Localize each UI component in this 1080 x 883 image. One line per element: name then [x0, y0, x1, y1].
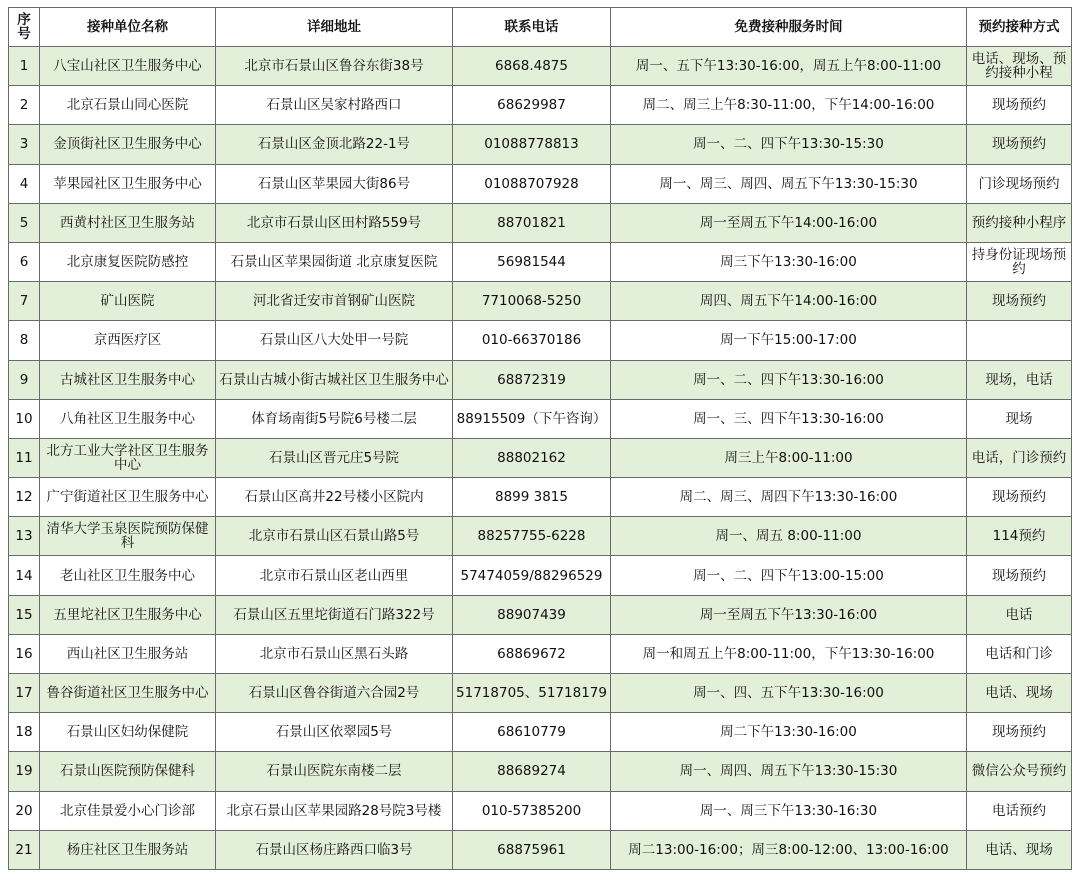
cell-booking-method: 电话预约 — [967, 791, 1072, 830]
cell-site-name: 五里坨社区卫生服务中心 — [40, 595, 216, 634]
cell-address: 北京市石景山区田村路559号 — [216, 203, 453, 242]
cell-serial: 2 — [9, 86, 40, 125]
table-row — [9, 752, 1072, 791]
cell-service-time: 周一至周五下午13:30-16:00 — [611, 595, 967, 634]
table-row — [9, 125, 1072, 164]
header-phone: 联系电话 — [453, 8, 611, 47]
cell-serial: 7 — [9, 282, 40, 321]
table-row — [9, 321, 1072, 360]
cell-phone: 01088707928 — [453, 164, 611, 203]
cell-serial: 1 — [9, 47, 40, 86]
header-service-time: 免费接种服务时间 — [611, 8, 967, 47]
cell-site-name: 八角社区卫生服务中心 — [40, 399, 216, 438]
table-row — [9, 595, 1072, 634]
cell-address: 石景山古城小街古城社区卫生服务中心 — [216, 360, 453, 399]
cell-address: 石景山区高井22号楼小区院内 — [216, 478, 453, 517]
cell-phone: 68610779 — [453, 713, 611, 752]
cell-service-time: 周一、周五 8:00-11:00 — [611, 517, 967, 556]
cell-site-name: 西黄村社区卫生服务站 — [40, 203, 216, 242]
table-row — [9, 438, 1072, 477]
cell-site-name: 石景山医院预防保健科 — [40, 752, 216, 791]
cell-phone: 68869672 — [453, 634, 611, 673]
cell-phone: 8899 3815 — [453, 478, 611, 517]
cell-serial: 19 — [9, 752, 40, 791]
table-row — [9, 203, 1072, 242]
cell-site-name: 苹果园社区卫生服务中心 — [40, 164, 216, 203]
cell-service-time: 周二13:00-16:00；周三8:00-12:00、13:00-16:00 — [611, 830, 967, 869]
table-row — [9, 517, 1072, 556]
cell-service-time: 周一、五下午13:30-16:00，周五上午8:00-11:00 — [611, 47, 967, 86]
cell-phone: 010-57385200 — [453, 791, 611, 830]
cell-serial: 8 — [9, 321, 40, 360]
cell-service-time: 周一、四、五下午13:30-16:00 — [611, 674, 967, 713]
cell-site-name: 广宁街道社区卫生服务中心 — [40, 478, 216, 517]
cell-serial: 10 — [9, 399, 40, 438]
cell-service-time: 周四、周五下午14:00-16:00 — [611, 282, 967, 321]
cell-address: 体育场南街5号院6号楼二层 — [216, 399, 453, 438]
cell-site-name: 北京佳景爱小心门诊部 — [40, 791, 216, 830]
cell-address: 石景山区依翠园5号 — [216, 713, 453, 752]
cell-site-name: 京西医疗区 — [40, 321, 216, 360]
cell-booking-method: 现场预约 — [967, 125, 1072, 164]
cell-phone: 7710068-5250 — [453, 282, 611, 321]
table-row — [9, 282, 1072, 321]
cell-site-name: 清华大学玉泉医院预防保健科 — [40, 517, 216, 556]
cell-phone: 56981544 — [453, 242, 611, 281]
cell-booking-method: 现场预约 — [967, 713, 1072, 752]
cell-address: 石景山区吴家村路西口 — [216, 86, 453, 125]
cell-site-name: 西山社区卫生服务站 — [40, 634, 216, 673]
cell-serial: 5 — [9, 203, 40, 242]
table-row — [9, 478, 1072, 517]
cell-booking-method: 持身份证现场预约 — [967, 242, 1072, 281]
cell-address: 石景山区杨庄路西口临3号 — [216, 830, 453, 869]
cell-phone: 57474059/88296529 — [453, 556, 611, 595]
cell-address: 石景山医院东南楼二层 — [216, 752, 453, 791]
cell-booking-method: 电话和门诊 — [967, 634, 1072, 673]
cell-booking-method: 微信公众号预约 — [967, 752, 1072, 791]
cell-phone: 68875961 — [453, 830, 611, 869]
cell-service-time: 周二、周三、周四下午13:30-16:00 — [611, 478, 967, 517]
table-row — [9, 86, 1072, 125]
vaccination-sites-table — [8, 7, 1072, 870]
cell-site-name: 北京石景山同心医院 — [40, 86, 216, 125]
cell-site-name: 北方工业大学社区卫生服务中心 — [40, 438, 216, 477]
cell-phone: 68629987 — [453, 86, 611, 125]
table-row — [9, 674, 1072, 713]
cell-serial: 17 — [9, 674, 40, 713]
cell-address: 石景山区苹果园大街86号 — [216, 164, 453, 203]
cell-address: 北京市石景山区鲁谷东街38号 — [216, 47, 453, 86]
cell-phone: 51718705、51718179 — [453, 674, 611, 713]
cell-site-name: 杨庄社区卫生服务站 — [40, 830, 216, 869]
cell-serial: 13 — [9, 517, 40, 556]
cell-site-name: 北京康复医院防感控 — [40, 242, 216, 281]
cell-booking-method: 门诊现场预约 — [967, 164, 1072, 203]
cell-site-name: 八宝山社区卫生服务中心 — [40, 47, 216, 86]
cell-booking-method: 现场预约 — [967, 478, 1072, 517]
cell-service-time: 周二下午13:30-16:00 — [611, 713, 967, 752]
cell-phone: 88701821 — [453, 203, 611, 242]
cell-service-time: 周一、三、四下午13:30-16:00 — [611, 399, 967, 438]
cell-serial: 21 — [9, 830, 40, 869]
cell-service-time: 周一、周三、周四、周五下午13:30-15:30 — [611, 164, 967, 203]
cell-address: 北京市石景山区老山西里 — [216, 556, 453, 595]
cell-phone: 88257755-6228 — [453, 517, 611, 556]
cell-booking-method: 电话，门诊预约 — [967, 438, 1072, 477]
cell-phone: 88915509（下午咨询） — [453, 399, 611, 438]
cell-booking-method: 114预约 — [967, 517, 1072, 556]
cell-address: 石景山区苹果园街道 北京康复医院 — [216, 242, 453, 281]
cell-serial: 14 — [9, 556, 40, 595]
table-row — [9, 164, 1072, 203]
cell-booking-method: 电话、现场 — [967, 830, 1072, 869]
table-row — [9, 634, 1072, 673]
cell-service-time: 周二、周三上午8:30-11:00，下午14:00-16:00 — [611, 86, 967, 125]
cell-phone: 010-66370186 — [453, 321, 611, 360]
cell-phone: 88689274 — [453, 752, 611, 791]
cell-serial: 16 — [9, 634, 40, 673]
cell-booking-method: 现场预约 — [967, 282, 1072, 321]
cell-service-time: 周一、二、四下午13:30-15:30 — [611, 125, 967, 164]
cell-site-name: 古城社区卫生服务中心 — [40, 360, 216, 399]
table-row — [9, 556, 1072, 595]
cell-phone: 88802162 — [453, 438, 611, 477]
cell-service-time: 周一至周五下午14:00-16:00 — [611, 203, 967, 242]
cell-serial: 15 — [9, 595, 40, 634]
cell-service-time: 周三上午8:00-11:00 — [611, 438, 967, 477]
cell-booking-method: 现场预约 — [967, 556, 1072, 595]
cell-address: 石景山区五里坨街道石门路322号 — [216, 595, 453, 634]
cell-address: 北京市石景山区石景山路5号 — [216, 517, 453, 556]
cell-service-time: 周三下午13:30-16:00 — [611, 242, 967, 281]
cell-phone: 68872319 — [453, 360, 611, 399]
cell-site-name: 石景山区妇幼保健院 — [40, 713, 216, 752]
cell-booking-method: 电话 — [967, 595, 1072, 634]
cell-serial: 12 — [9, 478, 40, 517]
cell-booking-method: 电话、现场 — [967, 674, 1072, 713]
table-row — [9, 47, 1072, 86]
cell-serial: 4 — [9, 164, 40, 203]
table-row — [9, 830, 1072, 869]
cell-phone: 6868.4875 — [453, 47, 611, 86]
cell-site-name: 矿山医院 — [40, 282, 216, 321]
cell-site-name: 鲁谷街道社区卫生服务中心 — [40, 674, 216, 713]
header-booking-method: 预约接种方式 — [967, 8, 1072, 47]
cell-address: 石景山区金顶北路22-1号 — [216, 125, 453, 164]
cell-site-name: 老山社区卫生服务中心 — [40, 556, 216, 595]
cell-booking-method — [967, 321, 1072, 360]
cell-address: 石景山区晋元庄5号院 — [216, 438, 453, 477]
cell-address: 北京石景山区苹果园路28号院3号楼 — [216, 791, 453, 830]
cell-booking-method: 预约接种小程序 — [967, 203, 1072, 242]
cell-booking-method: 现场 — [967, 399, 1072, 438]
table-row — [9, 360, 1072, 399]
cell-service-time: 周一、周三下午13:30-16:30 — [611, 791, 967, 830]
cell-serial: 9 — [9, 360, 40, 399]
cell-address: 石景山区八大处甲一号院 — [216, 321, 453, 360]
table-row — [9, 713, 1072, 752]
cell-phone: 88907439 — [453, 595, 611, 634]
cell-serial: 11 — [9, 438, 40, 477]
cell-serial: 3 — [9, 125, 40, 164]
cell-serial: 20 — [9, 791, 40, 830]
cell-site-name: 金顶街社区卫生服务中心 — [40, 125, 216, 164]
table-row — [9, 242, 1072, 281]
table-body — [9, 47, 1072, 870]
cell-address: 石景山区鲁谷街道六合园2号 — [216, 674, 453, 713]
cell-booking-method: 现场，电话 — [967, 360, 1072, 399]
table-row — [9, 399, 1072, 438]
cell-service-time: 周一、周四、周五下午13:30-15:30 — [611, 752, 967, 791]
table-row — [9, 791, 1072, 830]
cell-address: 北京市石景山区黑石头路 — [216, 634, 453, 673]
cell-serial: 18 — [9, 713, 40, 752]
cell-service-time: 周一、二、四下午13:30-16:00 — [611, 360, 967, 399]
cell-service-time: 周一和周五上午8:00-11:00，下午13:30-16:00 — [611, 634, 967, 673]
header-address: 详细地址 — [216, 8, 453, 47]
cell-serial: 6 — [9, 242, 40, 281]
cell-phone: 01088778813 — [453, 125, 611, 164]
cell-service-time: 周一、二、四下午13:00-15:00 — [611, 556, 967, 595]
cell-service-time: 周一下午15:00-17:00 — [611, 321, 967, 360]
cell-booking-method: 现场预约 — [967, 86, 1072, 125]
cell-booking-method: 电话、现场、预约接种小程 — [967, 47, 1072, 86]
cell-address: 河北省迁安市首钢矿山医院 — [216, 282, 453, 321]
table-header-row — [9, 8, 1072, 47]
header-serial: 序号 — [9, 8, 40, 47]
header-site-name: 接种单位名称 — [40, 8, 216, 47]
